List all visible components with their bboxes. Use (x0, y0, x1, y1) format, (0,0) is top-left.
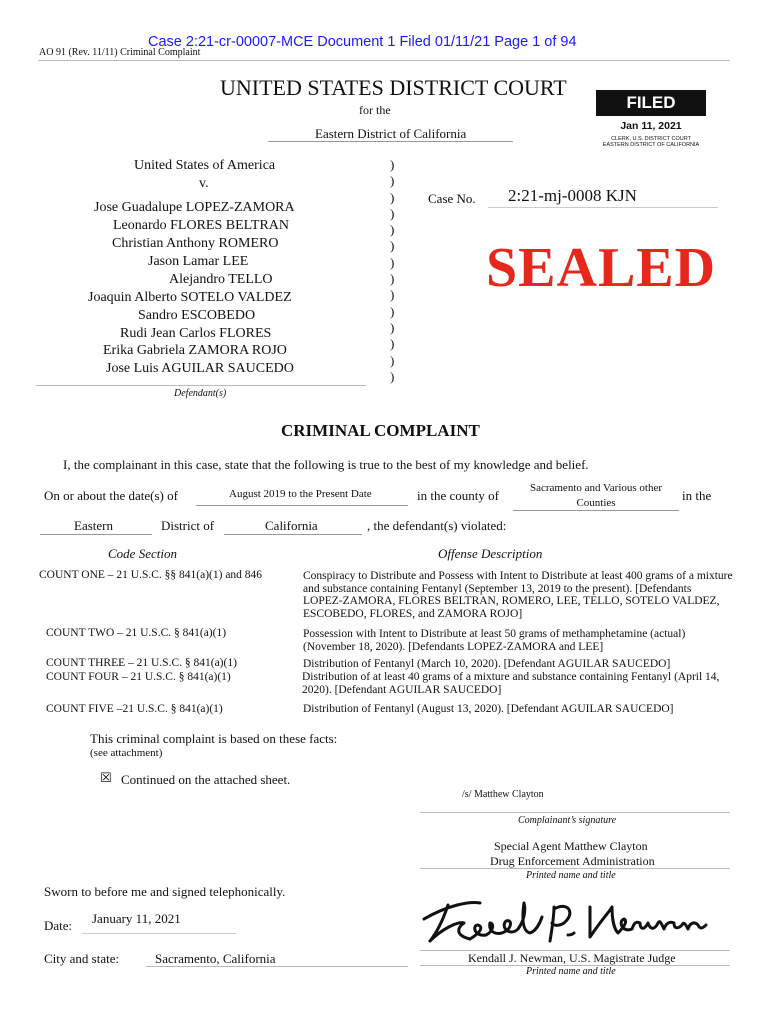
complainant-name: Special Agent Matthew Clayton (494, 839, 648, 853)
complainant-printed-label: Printed name and title (526, 870, 616, 881)
offense-heading: Offense Description (438, 546, 543, 561)
form-id: AO 91 (Rev. 11/11) Criminal Complaint (39, 47, 201, 58)
see-attachment: (see attachment) (90, 747, 163, 759)
date-field-underline (82, 933, 236, 934)
county-label: in the county of (417, 488, 499, 503)
county-underline (513, 510, 679, 511)
state-value: California (265, 518, 318, 533)
case-no-label: Case No. (428, 191, 476, 206)
date-underline (196, 505, 408, 506)
court-title: UNITED STATES DISTRICT COURT (220, 75, 567, 100)
complainant-agency: Drug Enforcement Administration (490, 854, 655, 868)
violated-text: , the defendant(s) violated: (367, 518, 507, 533)
date-value: August 2019 to the Present Date (229, 488, 372, 500)
case-number: 2:21-mj-0008 KJN (508, 186, 637, 205)
caption-bracket: ) ) ) ) ) ) ) ) ) ) ) ) ) ) (390, 157, 395, 384)
count-code: COUNT FOUR – 21 U.S.C. § 841(a)(1) (46, 671, 231, 683)
district-value: Eastern (74, 518, 113, 533)
complainant-signature: /s/ Matthew Clayton (462, 789, 544, 800)
complainant-signature-label: Complainant’s signature (518, 815, 617, 826)
state-underline (224, 534, 362, 535)
header-rule (38, 60, 730, 61)
complaint-heading: CRIMINAL COMPLAINT (281, 421, 480, 440)
defendant-name: Alejandro TELLO (169, 272, 273, 287)
sealed-stamp: SEALED (486, 237, 717, 299)
versus: v. (199, 176, 209, 191)
county-value: Sacramento and Various other Counties (529, 482, 663, 509)
plaintiff-name: United States of America (134, 158, 276, 173)
date-field-label: Date: (44, 918, 73, 933)
code-section-heading: Code Section (108, 546, 177, 561)
count-code: COUNT THREE – 21 U.S.C. § 841(a)(1) (46, 657, 237, 669)
sworn-statement: Sworn to before me and signed telephonically. (44, 884, 286, 899)
filed-date: Jan 11, 2021 (620, 120, 682, 132)
defendant-name: Joaquin Alberto SOTELO VALDEZ (88, 290, 292, 305)
count-code: COUNT FIVE –21 U.S.C. § 841(a)(1) (46, 703, 223, 715)
date-label: On or about the date(s) of (44, 488, 178, 503)
facts-based-on: This criminal complaint is based on these facts: (90, 731, 338, 746)
defendant-name: Leonardo FLORES BELTRAN (113, 218, 290, 233)
filed-clerk: CLERK, U.S. DISTRICT COURT (611, 136, 691, 142)
case-no-underline (488, 207, 718, 208)
complaint-intro: I, the complainant in this case, state that the following is true to the best of my knowledge and belief. (63, 457, 589, 472)
defendants-label: Defendant(s) (174, 388, 227, 399)
count-offense: Conspiracy to Distribute and Possess with Intent to Distribute at least 400 grams of a mixture and substance containing Fentanyl (September 13, 2019 to the present). [Defendants LOPEZ-ZAMORA, FLORES BELTRAN, ROMERO, LEE, TELLO, SOTELO VALDEZ, ESCOBEDO, FLORES, and ZAMORA ROJO] (303, 570, 733, 620)
case-stamp: Case 2:21-cr-00007-MCE Document 1 Filed 01/11/21 Page 1 of 94 (148, 34, 577, 50)
defendant-name: Erika Gabriela ZAMORA ROJO (103, 343, 287, 358)
judge-printed-label: Printed name and title (526, 966, 616, 977)
date-field-value: January 11, 2021 (92, 911, 181, 926)
district-value-underline (40, 534, 152, 535)
continued-label: Continued on the attached sheet. (121, 772, 291, 787)
filed-label: FILED (596, 90, 706, 116)
count-offense: Possession with Intent to Distribute at least 50 grams of methamphetamine (actual) (November 18, 2020). [Defendants LOPEZ-ZAMORA and LEE] (303, 628, 686, 653)
defendant-name: Sandro ESCOBEDO (138, 308, 256, 323)
judge-name: Kendall J. Newman, U.S. Magistrate Judge (468, 951, 676, 965)
defendant-name: Rudi Jean Carlos FLORES (120, 326, 272, 341)
defendant-name: Jason Lamar LEE (148, 254, 249, 269)
complainant-signature-line (420, 812, 730, 813)
defendant-name: Jose Luis AGUILAR SAUCEDO (106, 361, 294, 376)
defendants-rule (36, 385, 366, 386)
in-the: in the (682, 488, 712, 503)
defendant-name: Christian Anthony ROMERO (112, 236, 279, 251)
defendant-name: Jose Guadalupe LOPEZ-ZAMORA (94, 200, 295, 215)
count-offense: Distribution of Fentanyl (August 13, 2020). [Defendant AGUILAR SAUCEDO] (303, 703, 674, 715)
city-value: Sacramento, California (155, 951, 276, 966)
complainant-printed-line (420, 868, 730, 869)
continued-checkbox[interactable]: ☒ (100, 771, 112, 786)
for-the: for the (359, 103, 391, 117)
judge-signature (418, 893, 718, 955)
count-code: COUNT TWO – 21 U.S.C. § 841(a)(1) (46, 627, 227, 639)
count-offense: Distribution of Fentanyl (March 10, 2020). [Defendant AGUILAR SAUCEDO] (303, 658, 671, 670)
district-name: Eastern District of California (315, 126, 467, 141)
count-offense: Distribution of at least 40 grams of a mixture and substance containing Fentanyl (April 14, 2020). [Defendant AGUILAR SAUCEDO] (302, 671, 720, 696)
count-code: COUNT ONE – 21 U.S.C. §§ 841(a)(1) and 846 (39, 569, 263, 581)
city-label: City and state: (44, 951, 120, 966)
filed-district: EASTERN DISTRICT OF CALIFORNIA (602, 142, 700, 148)
city-underline (146, 966, 408, 967)
district-of: District of (161, 518, 215, 533)
filed-stamp (596, 90, 706, 152)
